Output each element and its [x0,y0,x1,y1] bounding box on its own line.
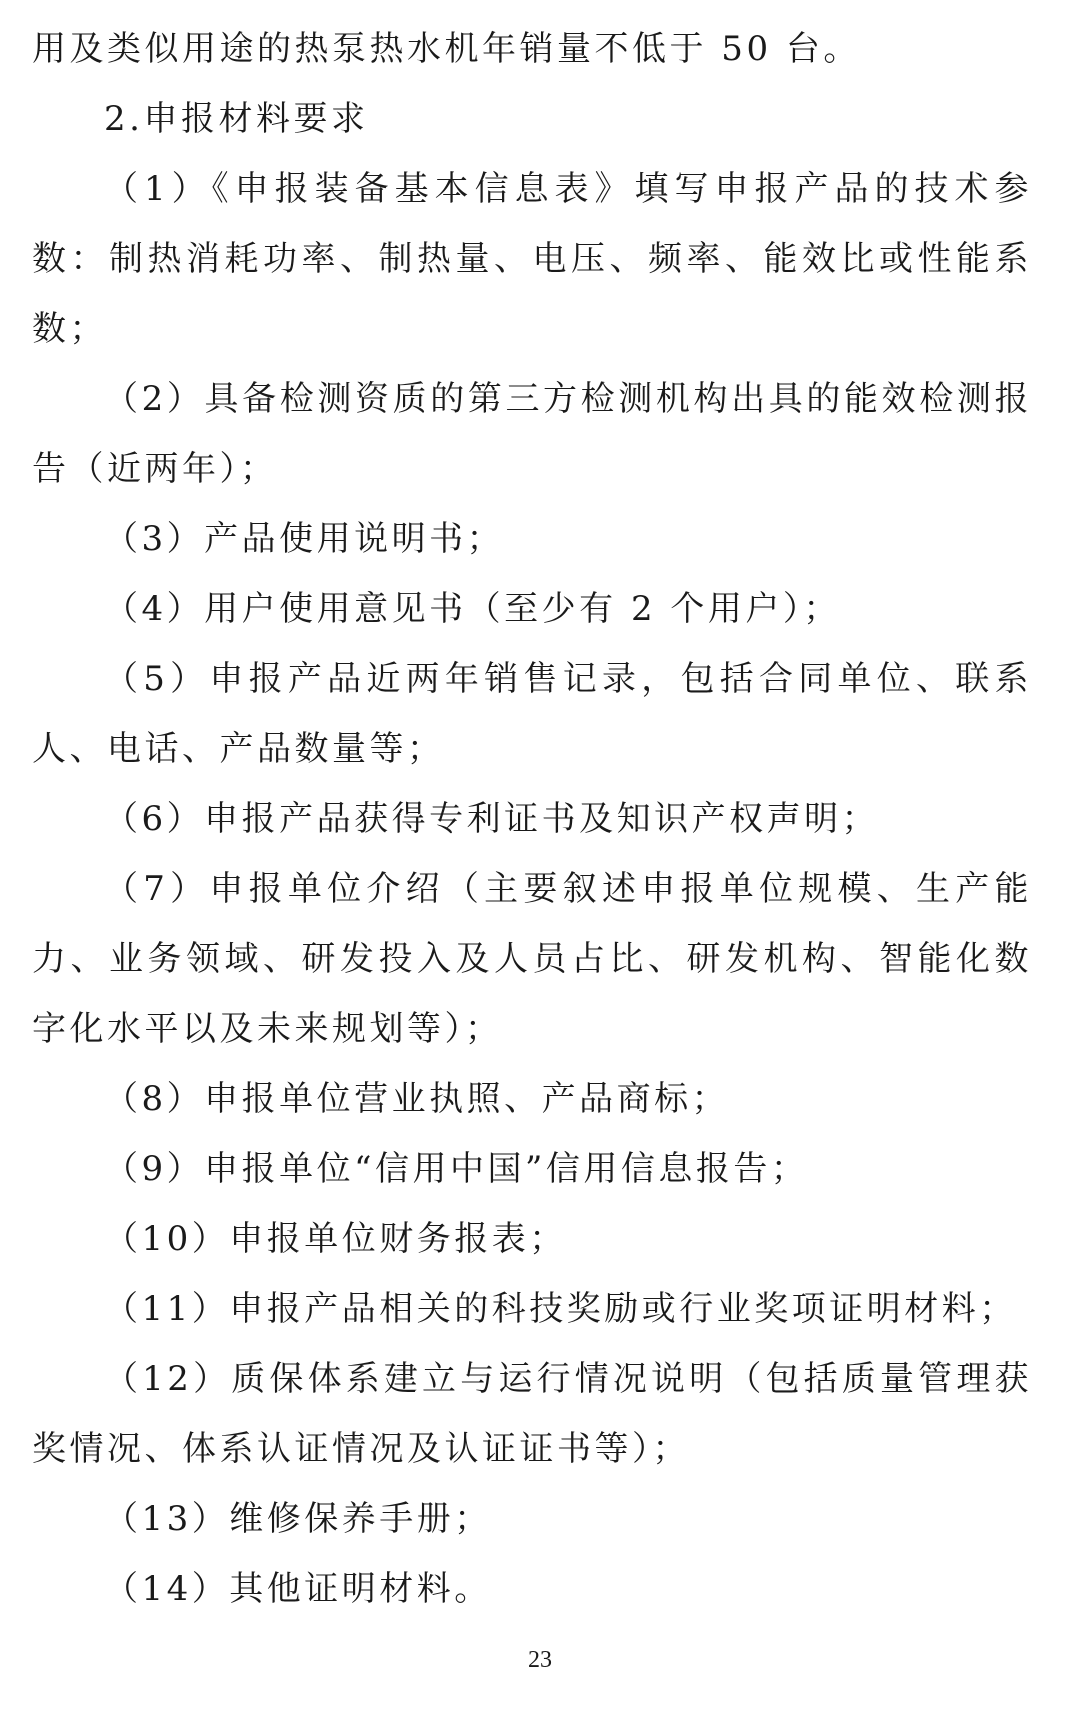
page-number: 23 [528,1647,552,1673]
list-item-12: （12）质保体系建立与运行情况说明（包括质量管理获奖情况、体系认证情况及认证证书等）； [32,1359,1032,1469]
list-item-1: （1）《申报装备基本信息表》填写申报产品的技术参数：制热消耗功率、制热量、电压、频率、能效比或性能系数； [32,169,1032,349]
list-item-3: （3）产品使用说明书； [104,519,505,559]
list-item-6: （6）申报产品获得专利证书及知识产权声明； [104,799,880,839]
list-item-9: （9）申报单位“信用中国”信用信息报告； [104,1149,809,1189]
list-item-10: （10）申报单位财务报表； [104,1219,567,1259]
document-body [32,14,1032,1624]
list-item-4: （4）用户使用意见书（至少有 2 个用户）； [104,589,841,629]
list-item-8: （8）申报单位营业执照、产品商标； [104,1079,730,1119]
paragraph-sales-volume: 用及类似用途的热泵热水机年销量不低于 50 台。 [32,29,861,69]
list-item-13: （13）维修保养手册； [104,1499,492,1539]
list-item-2: （2）具备检测资质的第三方检测机构出具的能效检测报告（近两年）； [32,379,1032,489]
list-item-11: （11）申报产品相关的科技奖励或行业奖项证明材料； [104,1289,1017,1329]
list-item-7: （7）申报单位介绍（主要叙述申报单位规模、生产能力、业务领域、研发投入及人员占比、研发机构、智能化数字化水平以及未来规划等）； [32,869,1032,1049]
list-item-14: （14）其他证明材料。 [104,1569,492,1609]
section-heading-requirements: 2.申报材料要求 [104,99,369,139]
list-item-5: （5）申报产品近两年销售记录，包括合同单位、联系人、电话、产品数量等； [32,659,1032,769]
